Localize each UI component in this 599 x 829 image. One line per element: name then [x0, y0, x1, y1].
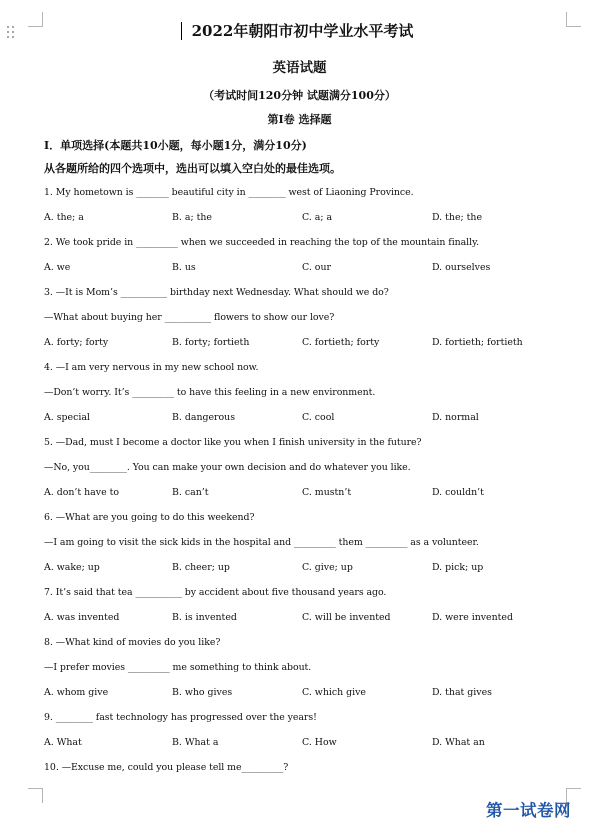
answer-option: A. was invented [44, 612, 120, 623]
answer-option: D. fortieth; fortieth [432, 337, 523, 348]
answer-options [44, 737, 564, 751]
answer-options [44, 562, 564, 576]
volume-heading: 第Ⅰ卷 选择题 [267, 113, 332, 126]
answer-options [44, 337, 564, 351]
question-text: 9. ________ fast technology has progressed over the years! [44, 712, 317, 723]
question-text: 10. —Excuse me, could you please tell me_________? [44, 762, 289, 773]
answer-option: B. us [172, 262, 196, 273]
page-corner-mark [28, 788, 43, 803]
answer-option: C. a; a [302, 212, 333, 223]
answer-option: A. whom give [44, 687, 109, 698]
answer-option: C. cool [302, 412, 335, 423]
answer-option: C. which give [302, 687, 366, 698]
question-text: —No, you________. You can make your own decision and do whatever you like. [44, 462, 411, 473]
document-subtitle: 英语试题 [272, 60, 327, 76]
answer-option: B. a; the [172, 212, 212, 223]
text-cursor [181, 22, 182, 40]
answer-option: C. our [302, 262, 331, 273]
answer-options [44, 412, 564, 426]
answer-option: D. ourselves [432, 262, 491, 273]
answer-option: D. that gives [432, 687, 492, 698]
answer-options [44, 612, 564, 626]
answer-option: A. special [44, 412, 90, 423]
question-text: 4. —I am very nervous in my new school now. [44, 362, 259, 373]
answer-option: C. mustn’t [302, 487, 352, 498]
question-text: 7. It’s said that tea __________ by accident about five thousand years ago. [44, 587, 387, 598]
question-text: 5. —Dad, must I become a doctor like you when I finish university in the future? [44, 437, 422, 448]
question-text: —I prefer movies _________ me something to think about. [44, 662, 312, 673]
answer-option: A. wake; up [44, 562, 100, 573]
answer-option: A. don’t have to [44, 487, 120, 498]
question-text: —What about buying her __________ flowers to show our love? [44, 312, 335, 323]
answer-option: B. who gives [172, 687, 233, 698]
answer-options [44, 262, 564, 276]
answer-option: B. can’t [172, 487, 209, 498]
question-text: —I am going to visit the sick kids in the hospital and _________ them _________ as a volunteer. [44, 537, 479, 548]
answer-option: A. the; a [44, 212, 84, 223]
answer-option: B. dangerous [172, 412, 236, 423]
question-text: 6. —What are you going to do this weekend? [44, 512, 255, 523]
answer-option: B. is invented [172, 612, 237, 623]
answer-option: C. give; up [302, 562, 353, 573]
section-instruction: 从各题所给的四个选项中，选出可以填入空白处的最佳选项。 [44, 162, 341, 175]
answer-options [44, 487, 564, 501]
question-text: 2. We took pride in _________ when we succeeded in reaching the top of the mountain finally. [44, 237, 479, 248]
answer-option: D. What an [432, 737, 485, 748]
answer-option: B. cheer; up [172, 562, 230, 573]
answer-option: D. couldn’t [432, 487, 484, 498]
answer-option: B. What a [172, 737, 219, 748]
answer-option: C. How [302, 737, 337, 748]
document-title: 2022年朝阳市初中学业水平考试 [191, 22, 414, 40]
answer-option: D. were invented [432, 612, 513, 623]
answer-option: D. the; the [432, 212, 482, 223]
answer-option: A. What [44, 737, 82, 748]
section-heading: Ⅰ．单项选择(本题共10小题，每小题1分，满分10分) [44, 139, 307, 152]
answer-option: C. fortieth; forty [302, 337, 380, 348]
exam-info: （考试时间120分钟 试题满分100分） [203, 89, 396, 102]
answer-option: B. forty; fortieth [172, 337, 250, 348]
answer-option: C. will be invented [302, 612, 391, 623]
answer-option: A. we [44, 262, 71, 273]
answer-options [44, 687, 564, 701]
answer-option: D. pick; up [432, 562, 484, 573]
question-text: 8. —What kind of movies do you like? [44, 637, 221, 648]
answer-option: A. forty; forty [44, 337, 109, 348]
answer-options [44, 212, 564, 226]
question-text: 3. —It is Mom’s __________ birthday next Wednesday. What should we do? [44, 287, 389, 298]
question-text: —Don’t worry. It’s _________ to have this feeling in a new environment. [44, 387, 376, 398]
question-text: 1. My hometown is _______ beautiful city in ________ west of Liaoning Province. [44, 187, 414, 198]
answer-option: D. normal [432, 412, 479, 423]
watermark-logo: 第一试卷网 [486, 801, 571, 820]
